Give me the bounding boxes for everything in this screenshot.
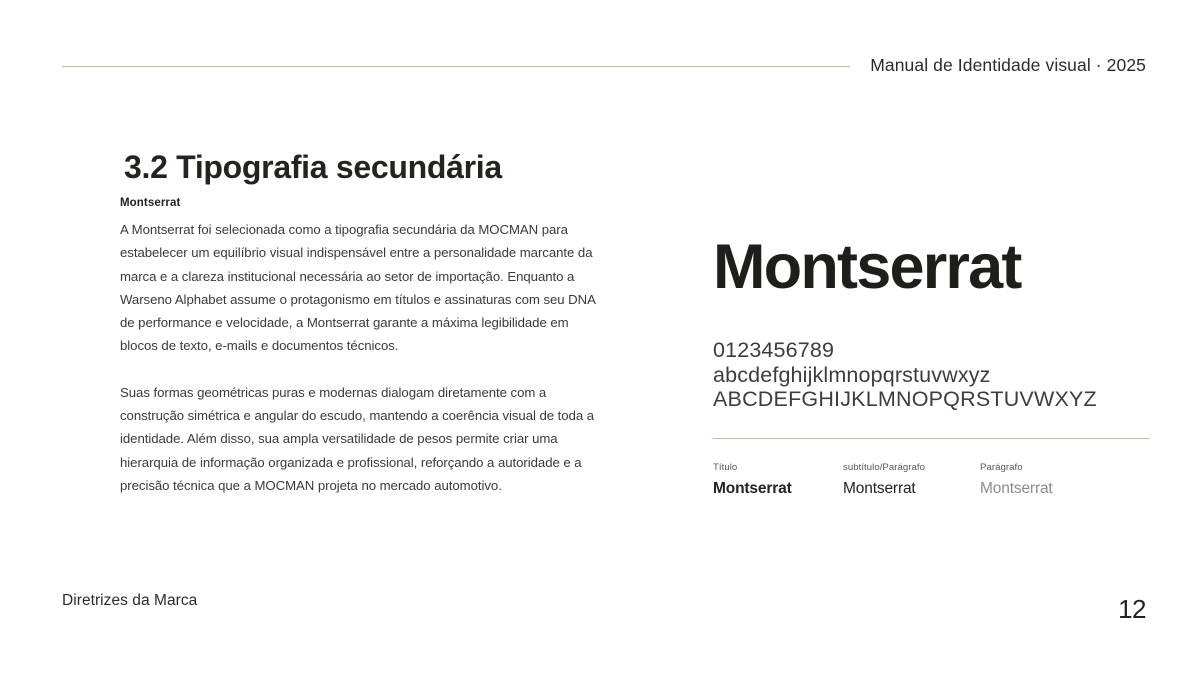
header-rule-line (62, 66, 850, 67)
specimen-uppercase: ABCDEFGHIJKLMNOPQRSTUVWXYZ (713, 387, 1097, 412)
page-title: 3.2 Tipografia secundária (124, 149, 502, 186)
description-paragraph-2: Suas formas geométricas puras e modernas dialogam diretamente com a construção simétrica e angular do escudo, mantendo a coerência visual de toda a identidade. Além disso, sua ampla versatilidade de pesos permite criar uma hierarquia de informação organizada e profissional, reforçando a autoridade e a precisão técnica que a MOCMAN projeta no mercado automotivo. (120, 384, 595, 493)
weight-samples-row (713, 462, 1149, 498)
weight-label-titulo: Título (713, 461, 738, 473)
description-paragraph-1: A Montserrat foi selecionada como a tipografia secundária da MOCMAN para estabelecer um equilíbrio visual indispensável entre a personalidade marcante da marca e a clareza institucional necessária ao setor de importação. Enquanto a Warseno Alphabet assume o protagonismo em títulos e assinaturas com seu DNA de performance e velocidade, a Montserrat garante a máxima legibilidade em blocos de texto, e-mails e documentos técnicos. (120, 222, 596, 354)
weight-sample-titulo: Montserrat (713, 479, 792, 497)
specimen-lowercase: abcdefghijklmnopqrstuvwxyz (713, 362, 991, 387)
header-title: Manual de Identidade visual · 2025 (870, 54, 1146, 75)
typeface-specimen-panel (713, 232, 1149, 498)
weight-sample-paragrafo: Montserrat (980, 479, 1053, 497)
specimen-display-name: Montserrat (713, 232, 1021, 302)
weight-column-paragrafo (980, 462, 1110, 498)
specimen-character-set (713, 338, 1149, 412)
weight-column-titulo (713, 462, 843, 498)
weight-column-subtitulo (843, 462, 980, 498)
description-column (120, 197, 610, 497)
weight-sample-subtitulo: Montserrat (843, 479, 916, 497)
page-header (62, 52, 1146, 78)
specimen-divider-rule (713, 438, 1149, 439)
page-number: 12 (1118, 594, 1146, 624)
specimen-numerals: 0123456789 (713, 338, 835, 362)
footer-label: Diretrizes da Marca (62, 592, 198, 609)
weight-label-paragrafo: Parágrafo (980, 461, 1023, 473)
typeface-name-label: Montserrat (120, 197, 181, 209)
weight-label-subtitulo: subtítulo/Parágrafo (843, 461, 926, 473)
